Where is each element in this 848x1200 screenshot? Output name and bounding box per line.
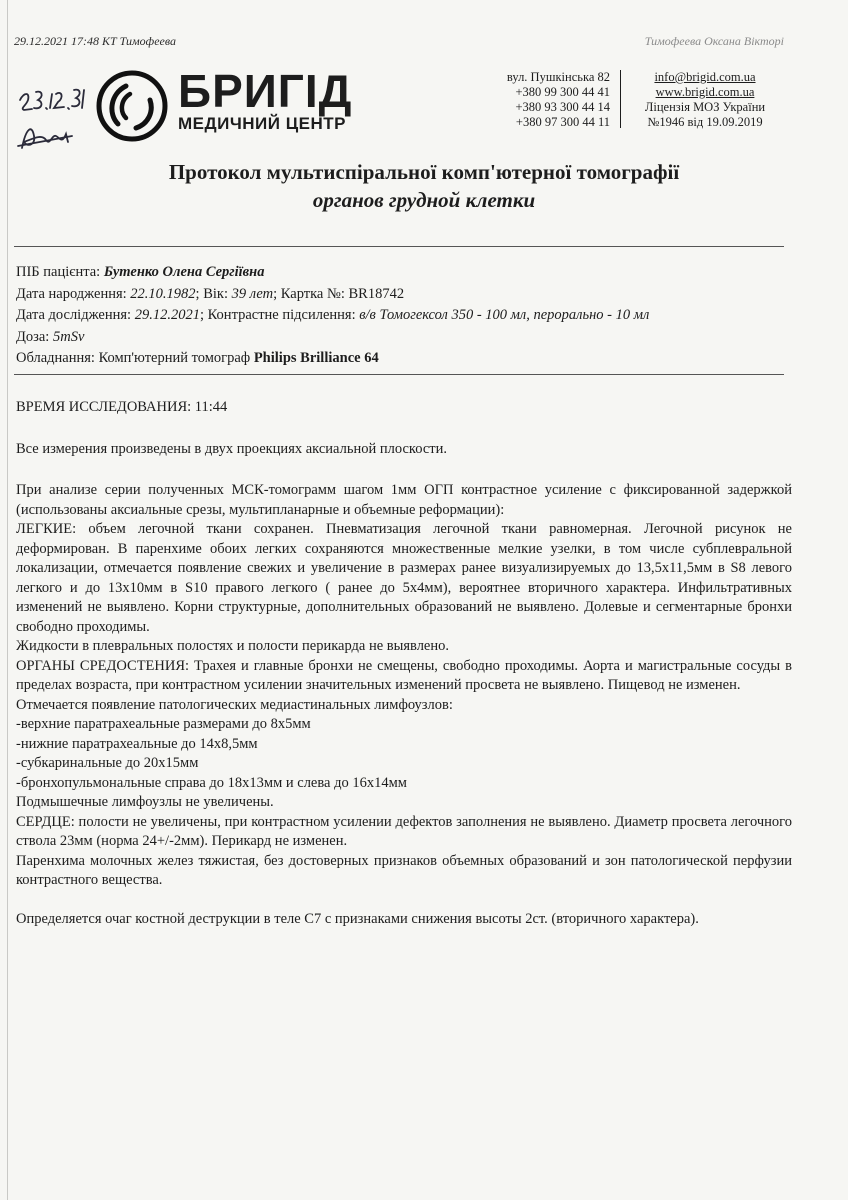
patient-name: Бутенко Олена Сергіївна [103,264,265,280]
lymph-node-item: -нижние паратрахеальные до 14х8,5мм [16,735,258,752]
report-body [16,398,792,929]
lymph-node-item: -верхние паратрахеальные размерами до 8х5мм [16,716,311,732]
lungs-paragraph: ЛЕГКИЕ: объем легочной ткани сохранен. Пневматизация легочной ткани равномерная. Легочной рисунок не деформирован. В паренхиме обоих легких сохраняются множественные мелкие узелки, в том числе субплевральной локализации, отмечается появление свежих и увеличение в размерах ранее визуализируемых до 13,5х11,5мм в S8 левого легкого и до 13х10мм в S10 правого легкого ( ранее до 5х4мм), вероятнее вторичного характера. Инфильтративных изменений не выявлено. Корни структурные, дополнительных образований не выявлено. Долевые и сегментарные бронхи свободно проходимы. [16,521,792,635]
divider-top [14,246,784,247]
lymph-node-item: -бронхопульмональные справа до 18х13мм и слева до 16х14мм [16,774,407,791]
email-link: info@brigid.com.ua [654,70,756,84]
equipment: Philips Brilliance 64 [253,350,379,366]
divider-info [14,374,784,375]
fluid-paragraph: Жидкости в плевральных полостях и полости перикарда не выявлено. [16,638,449,654]
patient-name-row: ПІБ пацієнта: Бутенко Олена Сергіївна [16,264,265,280]
website-link: www.brigid.com.ua [655,85,755,99]
contact-block-right [630,70,780,130]
equipment-row: Обладнання: Комп'ютерний томограф Philips Brilliance 64 [16,350,379,366]
dose: 5mSv [52,328,85,345]
document-subtitle: органов грудной клетки [312,188,536,212]
patient-dob-row: Дата народження: 22.10.1982; Вік: 39 лет; Картка №: BR18742 [16,285,405,302]
measurements-note: Все измерения произведены в двух проекциях аксиальной плоскости. [16,440,447,457]
mediastinum-paragraph: ОРГАНЫ СРЕДОСТЕНИЯ: Трахея и главные бронхи не смещены, свободно проходимы. Аорта и магистральные сосуды в пределах возраста, при контрастном усилении значительных изменений просвета не выявлено. Пищевод не изменен. [16,657,792,693]
handwritten-date-signature [16,78,96,158]
study-time: ВРЕМЯ ИССЛЕДОВАНИЯ: 11:44 [16,399,228,415]
fax-header-right: Тимофеева Оксана Вікторі [644,34,784,48]
heart-paragraph: СЕРДЦЕ: полости не увеличены, при контрастном усилении дефектов заполнения не выявлено. Диаметр просвета легочного ствола 23мм (норма 24+/-2мм). Перикард не изменен. [16,813,792,849]
lymph-nodes-intro: Отмечается появление патологических медиастинальных лимфоузлов: [16,696,453,713]
patient-dob: 22.10.1982 [130,285,196,302]
brigid-logo-icon [96,70,168,142]
contact-divider [620,70,621,128]
license-line-2: №1946 від 19.09.2019 [647,115,763,129]
lymph-node-item: -субкаринальные до 20х15мм [16,755,199,771]
axillary-paragraph: Подмышечные лимфоузлы не увеличены. [16,794,274,810]
patient-age: 39 лет [231,285,274,302]
study-date-row: Дата дослідження: 29.12.2021; Контрастне підсилення: в/в Томогексол 350 - 100 мл, перорально - 10 мл [16,307,650,323]
document-title: Протокол мультиспіральної комп'ютерної томографії [168,160,680,184]
breast-paragraph: Паренхима молочных желез тяжистая, без достоверных признаков объемных образований и зон патологической перфузии контрастного вещества. [16,852,792,888]
brand-name: БРИГІД [178,65,353,117]
dose-row: Доза: 5mSv [16,328,85,345]
bone-paragraph: Определяется очаг костной деструкции в теле С7 с признаками снижения высоты 2ст. (вторичного характера). [16,910,699,927]
patient-info [16,262,649,370]
phone-3: +380 97 300 44 11 [515,115,610,129]
phone-1: +380 99 300 44 41 [515,85,610,99]
patient-card: BR18742 [348,285,405,302]
contrast: в/в Томогексол 350 - 100 мл, перорально - 10 мл [359,307,650,323]
fax-header-left: 29.12.2021 17:48 КТ Тимофеева [14,34,176,48]
brand-subtitle: МЕДИЧНИЙ ЦЕНТР [178,114,346,133]
technique-paragraph: При анализе серии полученных МСК-томограмм шагом 1мм ОГП контрастное усиление с фиксированной задержкой (использованы аксиальные срезы, мультипланарные и объемные реформации): [16,482,792,518]
phone-2: +380 93 300 44 14 [515,100,610,114]
license-line-1: Ліцензія МОЗ України [644,100,766,114]
contact-block [478,70,610,130]
address: вул. Пушкінська 82 [506,70,610,84]
study-date: 29.12.2021 [134,307,200,323]
